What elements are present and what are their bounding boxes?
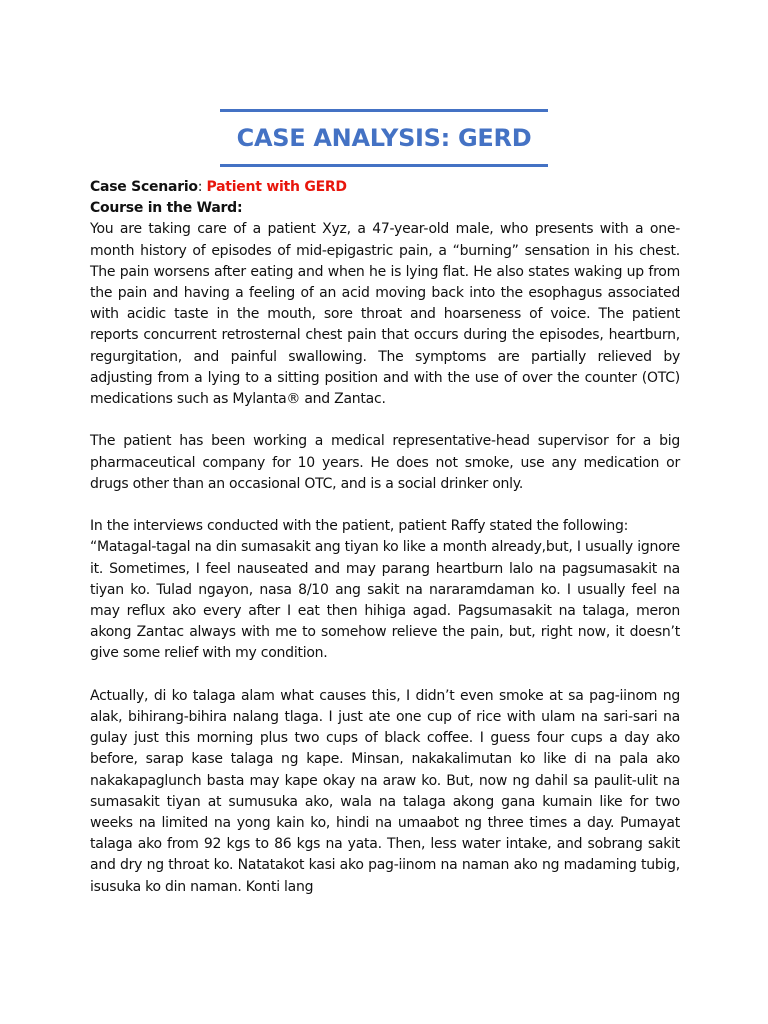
paragraph-occupation: The patient has been working a medical representative-head supervisor for a big pharmaceutical company for 10 years. He does not smoke, use any medication or drugs other than an occasional OTC, and is a social drinker only.: [90, 433, 680, 492]
case-scenario-value: Patient with GERD: [206, 179, 347, 195]
title-bottom-rule: [220, 164, 548, 167]
course-heading: Course in the Ward:: [90, 200, 243, 217]
paragraph-interview-intro: In the interviews conducted with the patient, patient Raffy stated the following:: [90, 518, 629, 535]
case-scenario-line: [90, 177, 680, 198]
paragraph-interview-quote: “Matagal-tagal na din sumasakit ang tiyan ko like a month already,but, I usually ignore it. Sometimes, I feel nauseated and may parang heartburn lalo na pagsumasakit na tiyan ko. Tulad ngayon, nasa 8/10 ang sakit na nararamdaman ko. I usually feel na may reflux ako every after I eat then hihiga agad. Pagsumasakit na talaga, meron akong Zantac always with me to somehow relieve the pain, but, right now, it doesn’t give some relief with my condition.: [90, 539, 680, 662]
paragraph-interview-continued: Actually, di ko talaga alam what causes this, I didn’t even smoke at sa pag-iinom ng alak, bihirang-bihira nalang tlaga. I just ate one cup of rice with ulam na sari-sari na gulay just this morning plus two cups of black coffee. I guess four cups a day ako before, sarap kase talaga ng kape. Minsan, nakakalimutan ko like di na pala ako nakakapaglunch basta may kape okay na araw ko. But, now ng dahil sa paulit-ulit na sumasakit tiyan at sumusuka ako, wala na talaga akong gana kumain like for two weeks na limited na yong kain ko, hindi na umaabot ng three times a day. Pumayat talaga ako from 92 kgs to 86 kgs na yata. Then, less water intake, and sobrang sakit and dry ng throat ko. Natatakot kasi ako pag-iinom na naman ako ng madaming tubig, isusuka ko din naman. Konti lang: [90, 687, 680, 895]
document-title: CASE ANALYSIS: GERD: [236, 124, 532, 152]
paragraph-presentation: You are taking care of a patient Xyz, a 47-year-old male, who presents with a one- month history of episodes of mid-epigastric pain, a “burning” sensation in his chest. The pain worsens after eating and when he is lying flat. He also states waking up from the pain and having a feeling of an acid moving back into the esophagus associated with acidic taste in the mouth, sore throat and hoarseness of voice. The patient reports concurrent retrosternal chest pain that occurs during the episodes, heartburn, regurgitation, and painful swallowing. The symptoms are partially relieved by adjusting from a lying to a sitting position and with the use of over the counter (OTC) medications such as Mylanta® and Zantac.: [90, 221, 680, 408]
case-scenario-separator: :: [197, 179, 207, 195]
document-body: [90, 177, 680, 898]
title-top-rule: [220, 109, 548, 112]
case-scenario-label: Case Scenario: [90, 179, 198, 195]
